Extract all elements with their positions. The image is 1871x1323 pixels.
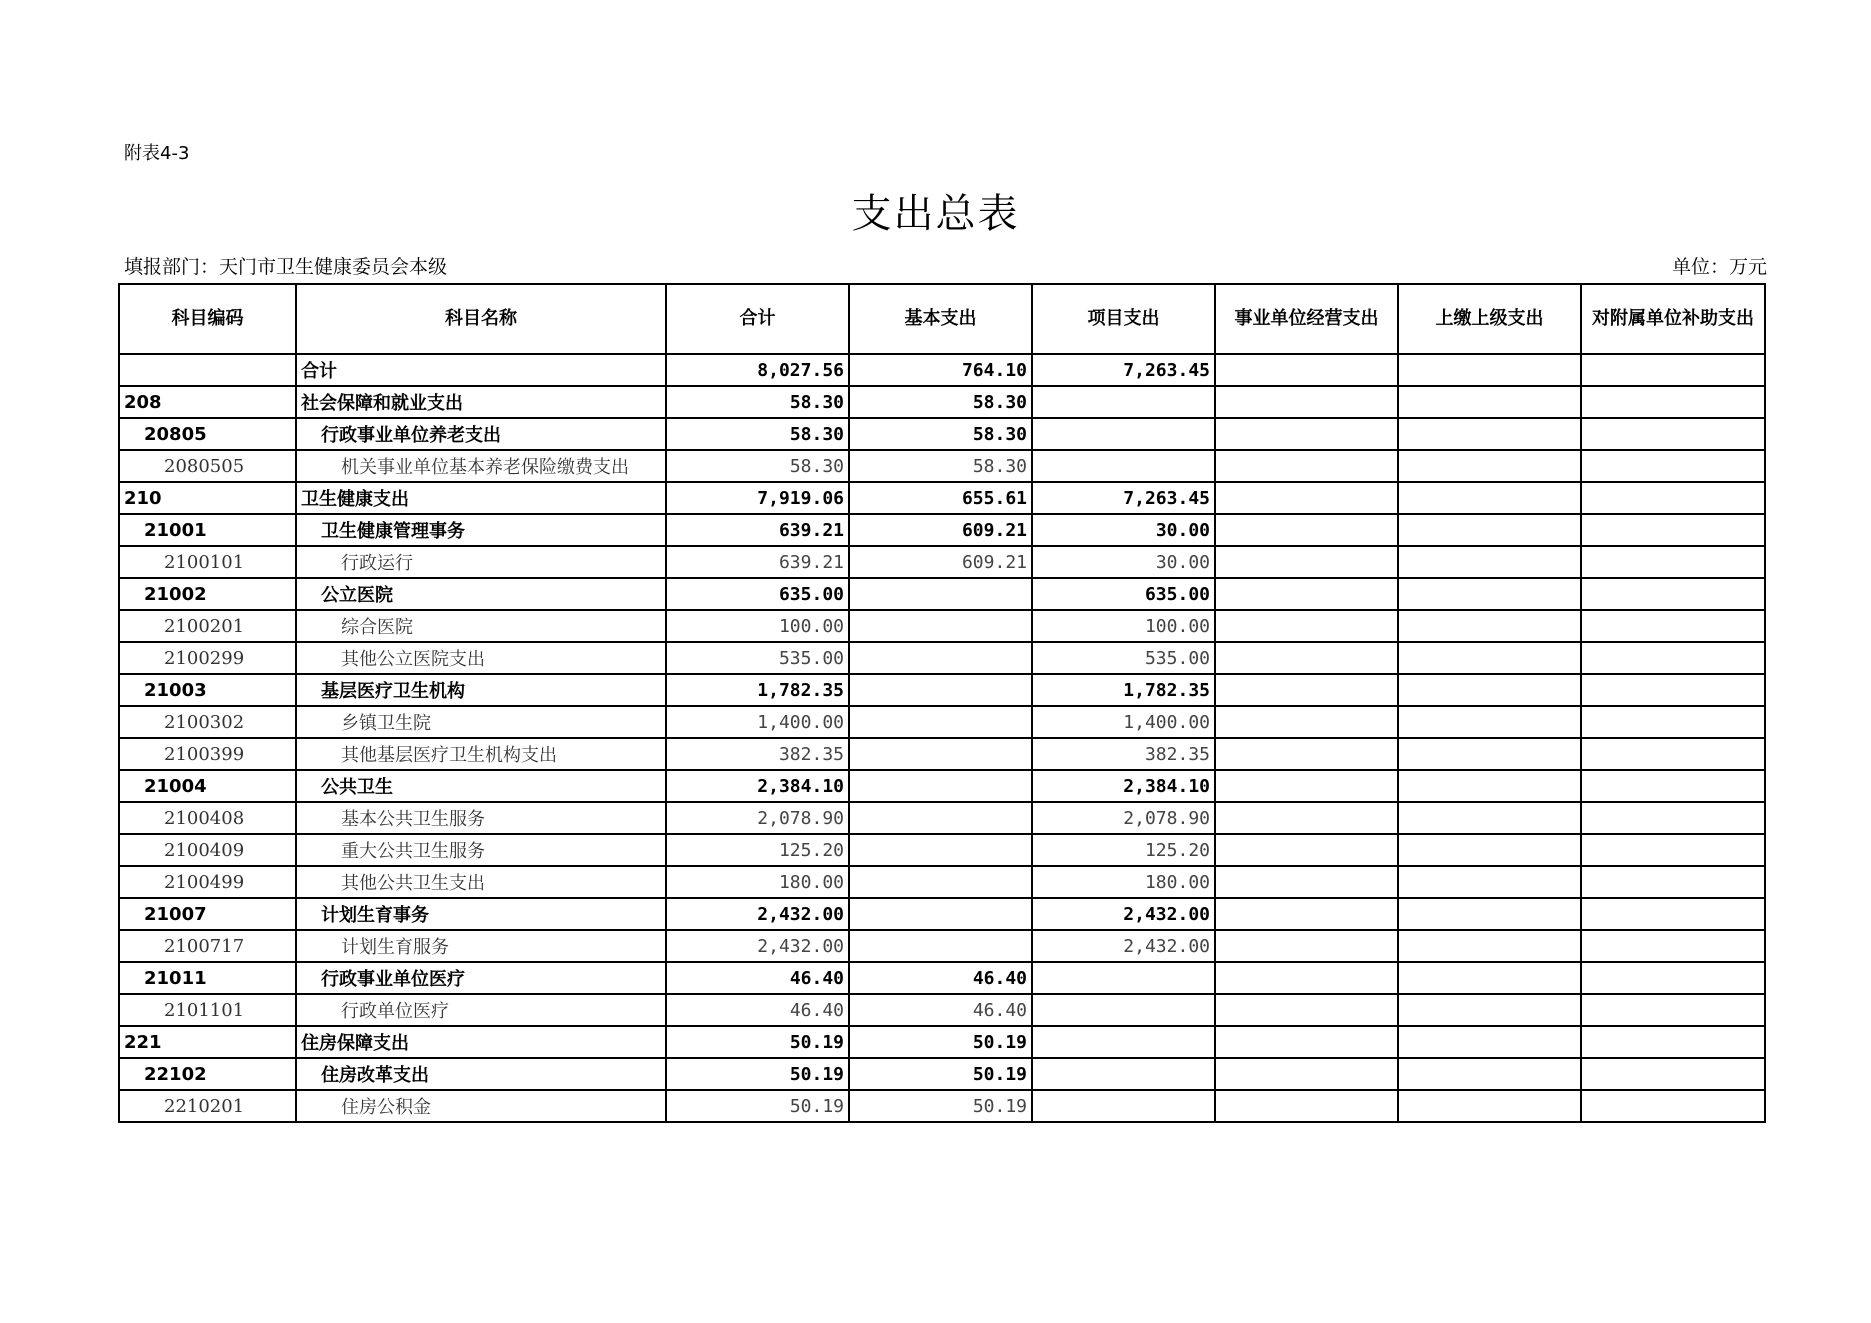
cell-subsidy: [1581, 482, 1765, 514]
cell-business: [1215, 834, 1398, 866]
cell-subsidy: [1581, 546, 1765, 578]
table-row: [119, 834, 1765, 866]
cell-remit: [1398, 546, 1581, 578]
cell-name: 住房公积金: [296, 1090, 666, 1122]
cell-business: [1215, 706, 1398, 738]
unit-label: 单位：万元: [1671, 256, 1767, 278]
cell-total: 58.30: [666, 418, 849, 450]
cell-subsidy: [1581, 898, 1765, 930]
table-row: [119, 898, 1765, 930]
cell-business: [1215, 930, 1398, 962]
cell-code: 2100399: [119, 738, 296, 770]
cell-basic: 609.21: [849, 514, 1032, 546]
cell-project: 382.35: [1032, 738, 1215, 770]
table-row: [119, 770, 1765, 802]
table-row: [119, 1058, 1765, 1090]
cell-code: 2100302: [119, 706, 296, 738]
cell-project: 2,078.90: [1032, 802, 1215, 834]
cell-basic: 50.19: [849, 1090, 1032, 1122]
table-row: [119, 386, 1765, 418]
page-title: 支出总表: [851, 191, 1020, 237]
cell-project: [1032, 1090, 1215, 1122]
cell-subsidy: [1581, 514, 1765, 546]
cell-code: 21004: [119, 770, 296, 802]
cell-basic: 58.30: [849, 418, 1032, 450]
cell-code: 2100409: [119, 834, 296, 866]
cell-code: 21001: [119, 514, 296, 546]
cell-business: [1215, 1090, 1398, 1122]
header-business: 事业单位经营支出: [1215, 284, 1398, 354]
cell-subsidy: [1581, 834, 1765, 866]
cell-basic: 58.30: [849, 386, 1032, 418]
cell-subsidy: [1581, 386, 1765, 418]
cell-remit: [1398, 674, 1581, 706]
header-subsidy: 对附属单位补助支出: [1581, 284, 1765, 354]
cell-project: 7,263.45: [1032, 482, 1215, 514]
cell-subsidy: [1581, 770, 1765, 802]
cell-subsidy: [1581, 642, 1765, 674]
table-row: [119, 866, 1765, 898]
cell-basic: [849, 738, 1032, 770]
cell-business: [1215, 578, 1398, 610]
cell-total: 639.21: [666, 514, 849, 546]
cell-name: 社会保障和就业支出: [296, 386, 666, 418]
cell-name: 综合医院: [296, 610, 666, 642]
table-row: [119, 482, 1765, 514]
cell-code: 22102: [119, 1058, 296, 1090]
cell-project: 100.00: [1032, 610, 1215, 642]
cell-code: 20805: [119, 418, 296, 450]
cell-remit: [1398, 866, 1581, 898]
cell-basic: 764.10: [849, 354, 1032, 386]
cell-project: 125.20: [1032, 834, 1215, 866]
cell-project: 30.00: [1032, 514, 1215, 546]
cell-business: [1215, 1058, 1398, 1090]
cell-code: 208: [119, 386, 296, 418]
table-row: [119, 354, 1765, 386]
cell-basic: 58.30: [849, 450, 1032, 482]
table-row: [119, 546, 1765, 578]
cell-basic: [849, 898, 1032, 930]
department-label: 填报部门：天门市卫生健康委员会本级: [124, 256, 448, 278]
cell-remit: [1398, 354, 1581, 386]
cell-basic: 50.19: [849, 1058, 1032, 1090]
cell-code: 2100717: [119, 930, 296, 962]
cell-basic: 655.61: [849, 482, 1032, 514]
cell-subsidy: [1581, 930, 1765, 962]
table-row: [119, 962, 1765, 994]
table-row: [119, 578, 1765, 610]
cell-name: 计划生育服务: [296, 930, 666, 962]
cell-project: [1032, 418, 1215, 450]
cell-business: [1215, 418, 1398, 450]
cell-total: 100.00: [666, 610, 849, 642]
cell-business: [1215, 514, 1398, 546]
cell-code: 21007: [119, 898, 296, 930]
cell-name: 卫生健康支出: [296, 482, 666, 514]
cell-subsidy: [1581, 450, 1765, 482]
cell-project: 2,432.00: [1032, 930, 1215, 962]
cell-remit: [1398, 450, 1581, 482]
cell-subsidy: [1581, 1026, 1765, 1058]
cell-name: 其他公立医院支出: [296, 642, 666, 674]
cell-total: 50.19: [666, 1058, 849, 1090]
cell-total: 46.40: [666, 994, 849, 1026]
cell-project: [1032, 1058, 1215, 1090]
cell-business: [1215, 866, 1398, 898]
cell-business: [1215, 482, 1398, 514]
header-project: 项目支出: [1032, 284, 1215, 354]
annex-label: 附表4-3: [124, 143, 190, 164]
cell-total: 535.00: [666, 642, 849, 674]
cell-name: 公立医院: [296, 578, 666, 610]
cell-total: 2,432.00: [666, 930, 849, 962]
cell-code: 2080505: [119, 450, 296, 482]
cell-name: 乡镇卫生院: [296, 706, 666, 738]
cell-code: 221: [119, 1026, 296, 1058]
table-row: [119, 930, 1765, 962]
cell-name: 卫生健康管理事务: [296, 514, 666, 546]
cell-subsidy: [1581, 706, 1765, 738]
cell-subsidy: [1581, 418, 1765, 450]
cell-code: [119, 354, 296, 386]
cell-subsidy: [1581, 802, 1765, 834]
header-name: 科目名称: [296, 284, 666, 354]
cell-basic: [849, 610, 1032, 642]
cell-name: 公共卫生: [296, 770, 666, 802]
cell-total: 2,432.00: [666, 898, 849, 930]
cell-business: [1215, 354, 1398, 386]
cell-basic: [849, 706, 1032, 738]
cell-subsidy: [1581, 354, 1765, 386]
cell-business: [1215, 642, 1398, 674]
table-row: [119, 802, 1765, 834]
cell-name: 行政事业单位养老支出: [296, 418, 666, 450]
cell-basic: [849, 578, 1032, 610]
cell-project: [1032, 450, 1215, 482]
cell-remit: [1398, 418, 1581, 450]
cell-basic: [849, 930, 1032, 962]
cell-project: 1,400.00: [1032, 706, 1215, 738]
cell-name: 行政单位医疗: [296, 994, 666, 1026]
cell-project: 7,263.45: [1032, 354, 1215, 386]
cell-code: 21003: [119, 674, 296, 706]
cell-business: [1215, 738, 1398, 770]
cell-total: 8,027.56: [666, 354, 849, 386]
cell-name: 计划生育事务: [296, 898, 666, 930]
cell-project: 1,782.35: [1032, 674, 1215, 706]
cell-project: [1032, 386, 1215, 418]
cell-basic: [849, 866, 1032, 898]
cell-basic: [849, 674, 1032, 706]
cell-total: 125.20: [666, 834, 849, 866]
cell-basic: [849, 642, 1032, 674]
cell-subsidy: [1581, 674, 1765, 706]
cell-code: 2100101: [119, 546, 296, 578]
cell-code: 2101101: [119, 994, 296, 1026]
cell-basic: 50.19: [849, 1026, 1032, 1058]
cell-code: 21002: [119, 578, 296, 610]
cell-code: 210: [119, 482, 296, 514]
cell-project: 30.00: [1032, 546, 1215, 578]
cell-business: [1215, 898, 1398, 930]
cell-subsidy: [1581, 1058, 1765, 1090]
table-row: [119, 418, 1765, 450]
cell-name: 行政事业单位医疗: [296, 962, 666, 994]
cell-total: 2,384.10: [666, 770, 849, 802]
cell-total: 50.19: [666, 1026, 849, 1058]
cell-code: 2210201: [119, 1090, 296, 1122]
cell-remit: [1398, 386, 1581, 418]
cell-total: 635.00: [666, 578, 849, 610]
cell-total: 58.30: [666, 386, 849, 418]
cell-basic: [849, 770, 1032, 802]
cell-name: 重大公共卫生服务: [296, 834, 666, 866]
cell-remit: [1398, 802, 1581, 834]
header-row: [119, 284, 1765, 354]
header-code: 科目编码: [119, 284, 296, 354]
cell-name: 基本公共卫生服务: [296, 802, 666, 834]
table-row: [119, 994, 1765, 1026]
cell-subsidy: [1581, 738, 1765, 770]
cell-project: 535.00: [1032, 642, 1215, 674]
cell-name: 合计: [296, 354, 666, 386]
cell-business: [1215, 962, 1398, 994]
cell-basic: 609.21: [849, 546, 1032, 578]
cell-remit: [1398, 1026, 1581, 1058]
cell-remit: [1398, 834, 1581, 866]
cell-remit: [1398, 898, 1581, 930]
cell-project: [1032, 962, 1215, 994]
cell-name: 住房改革支出: [296, 1058, 666, 1090]
cell-business: [1215, 546, 1398, 578]
cell-business: [1215, 1026, 1398, 1058]
cell-total: 50.19: [666, 1090, 849, 1122]
cell-remit: [1398, 994, 1581, 1026]
expenditure-table: [118, 283, 1766, 1123]
cell-remit: [1398, 930, 1581, 962]
table-row: [119, 1090, 1765, 1122]
table-row: [119, 706, 1765, 738]
cell-subsidy: [1581, 578, 1765, 610]
cell-subsidy: [1581, 1090, 1765, 1122]
cell-basic: 46.40: [849, 962, 1032, 994]
cell-remit: [1398, 962, 1581, 994]
cell-total: 180.00: [666, 866, 849, 898]
cell-business: [1215, 770, 1398, 802]
table-row: [119, 642, 1765, 674]
cell-name: 行政运行: [296, 546, 666, 578]
header-total: 合计: [666, 284, 849, 354]
table-row: [119, 450, 1765, 482]
cell-business: [1215, 994, 1398, 1026]
cell-name: 其他基层医疗卫生机构支出: [296, 738, 666, 770]
cell-project: [1032, 1026, 1215, 1058]
cell-remit: [1398, 1090, 1581, 1122]
cell-subsidy: [1581, 610, 1765, 642]
cell-remit: [1398, 578, 1581, 610]
cell-total: 58.30: [666, 450, 849, 482]
cell-name: 基层医疗卫生机构: [296, 674, 666, 706]
header-remit: 上缴上级支出: [1398, 284, 1581, 354]
header-basic: 基本支出: [849, 284, 1032, 354]
cell-project: 2,384.10: [1032, 770, 1215, 802]
cell-total: 1,782.35: [666, 674, 849, 706]
cell-business: [1215, 610, 1398, 642]
cell-business: [1215, 674, 1398, 706]
cell-remit: [1398, 610, 1581, 642]
cell-name: 机关事业单位基本养老保险缴费支出: [296, 450, 666, 482]
cell-business: [1215, 450, 1398, 482]
cell-basic: [849, 802, 1032, 834]
cell-code: 2100408: [119, 802, 296, 834]
cell-remit: [1398, 482, 1581, 514]
cell-basic: [849, 834, 1032, 866]
cell-business: [1215, 802, 1398, 834]
cell-total: 2,078.90: [666, 802, 849, 834]
cell-remit: [1398, 770, 1581, 802]
cell-code: 2100201: [119, 610, 296, 642]
cell-project: 635.00: [1032, 578, 1215, 610]
cell-remit: [1398, 514, 1581, 546]
cell-name: 其他公共卫生支出: [296, 866, 666, 898]
cell-code: 2100299: [119, 642, 296, 674]
cell-subsidy: [1581, 994, 1765, 1026]
cell-name: 住房保障支出: [296, 1026, 666, 1058]
table-row: [119, 674, 1765, 706]
table-row: [119, 514, 1765, 546]
cell-code: 21011: [119, 962, 296, 994]
cell-remit: [1398, 642, 1581, 674]
cell-total: 382.35: [666, 738, 849, 770]
table-row: [119, 738, 1765, 770]
cell-total: 46.40: [666, 962, 849, 994]
cell-total: 639.21: [666, 546, 849, 578]
cell-project: 180.00: [1032, 866, 1215, 898]
cell-total: 7,919.06: [666, 482, 849, 514]
table-row: [119, 610, 1765, 642]
cell-remit: [1398, 706, 1581, 738]
cell-business: [1215, 386, 1398, 418]
cell-subsidy: [1581, 866, 1765, 898]
cell-project: 2,432.00: [1032, 898, 1215, 930]
cell-remit: [1398, 738, 1581, 770]
cell-code: 2100499: [119, 866, 296, 898]
cell-basic: 46.40: [849, 994, 1032, 1026]
cell-project: [1032, 994, 1215, 1026]
cell-remit: [1398, 1058, 1581, 1090]
table-row: [119, 1026, 1765, 1058]
cell-total: 1,400.00: [666, 706, 849, 738]
cell-subsidy: [1581, 962, 1765, 994]
